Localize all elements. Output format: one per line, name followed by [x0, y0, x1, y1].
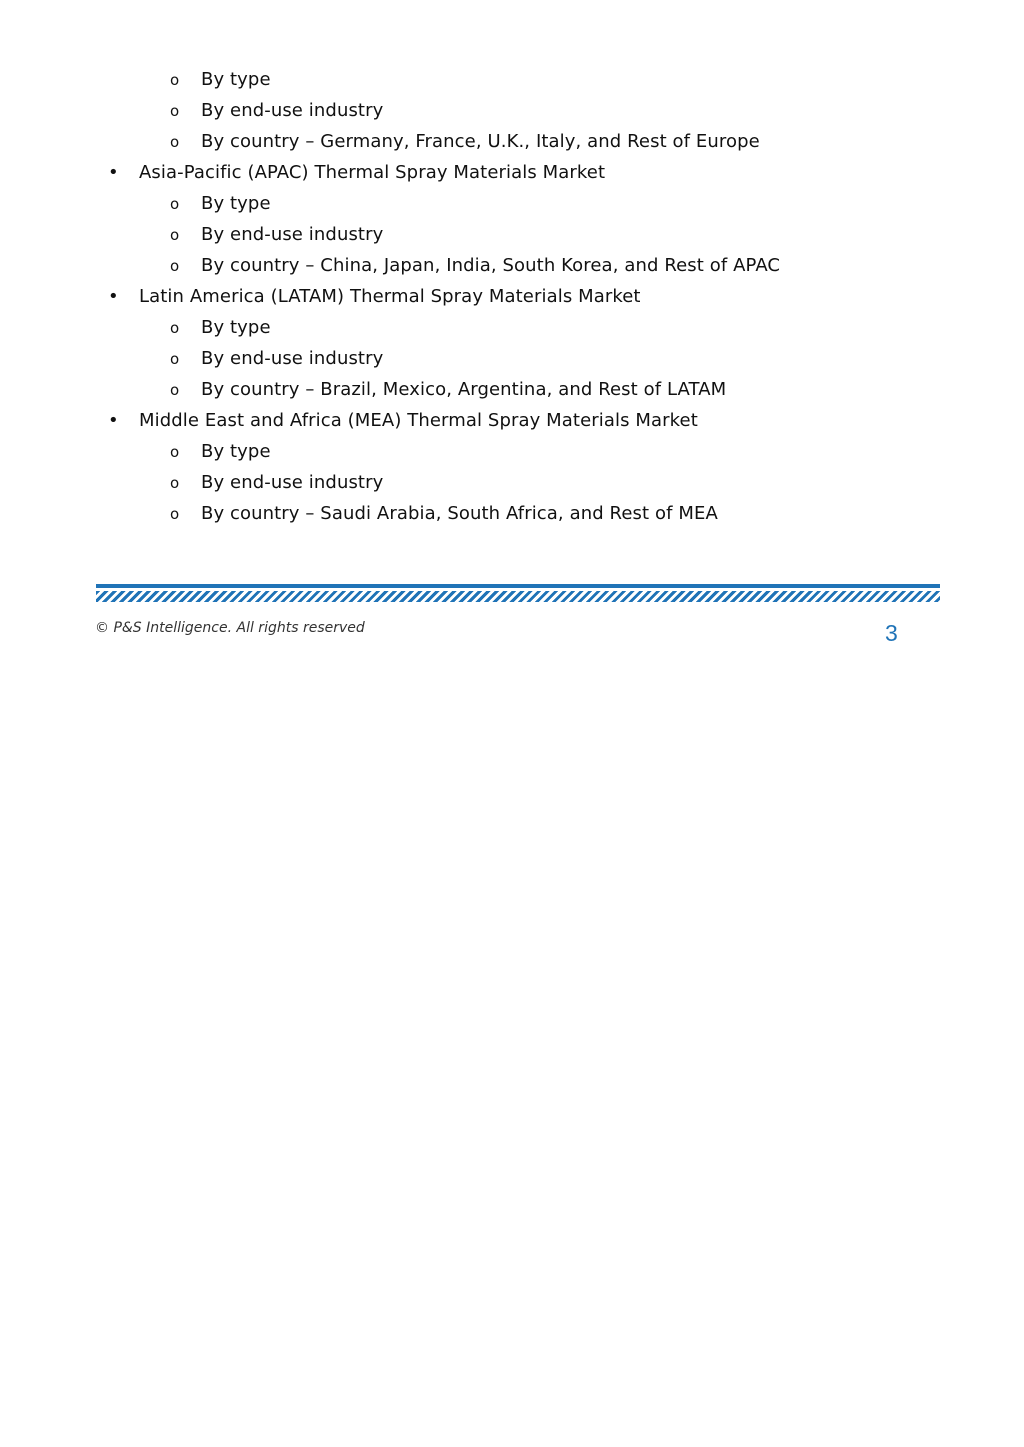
list-item-latam-by-country — [170, 374, 727, 405]
hollow-bullet-icon: o — [170, 381, 180, 399]
list-item-europe-by-country — [170, 126, 760, 157]
list-item-apac-by-country — [170, 250, 781, 281]
list-item-latam-market — [108, 281, 641, 312]
list-item-text: Latin America (LATAM) Thermal Spray Materials Market — [139, 286, 641, 307]
list-item-mea-by-end-use — [170, 467, 384, 498]
hollow-bullet-icon: o — [170, 71, 180, 89]
hollow-bullet-icon: o — [170, 350, 180, 368]
list-item-text: By type — [201, 441, 271, 462]
footer-divider — [96, 584, 940, 604]
hollow-bullet-icon: o — [170, 102, 180, 120]
list-item-europe-by-end-use — [170, 95, 384, 126]
hollow-bullet-icon: o — [170, 319, 180, 337]
footer-divider-solid — [96, 584, 940, 588]
list-item-text: By type — [201, 317, 271, 338]
list-item-text: By country – China, Japan, India, South Korea, and Rest of APAC — [201, 255, 781, 276]
list-item-text: By end-use industry — [201, 348, 384, 369]
hollow-bullet-icon: o — [170, 505, 180, 523]
list-item-mea-by-type — [170, 436, 271, 467]
hollow-bullet-icon: o — [170, 443, 180, 461]
hollow-bullet-icon: o — [170, 257, 180, 275]
hollow-bullet-icon: o — [170, 195, 180, 213]
list-item-apac-market — [108, 157, 606, 188]
list-item-text: By end-use industry — [201, 224, 384, 245]
list-item-mea-market — [108, 405, 698, 436]
page-number: 3 — [885, 620, 898, 646]
list-item-text: By end-use industry — [201, 472, 384, 493]
hollow-bullet-icon: o — [170, 474, 180, 492]
list-item-text: By country – Germany, France, U.K., Italy, and Rest of Europe — [201, 131, 760, 152]
bullet-icon: • — [108, 410, 119, 431]
list-item-text: By country – Brazil, Mexico, Argentina, and Rest of LATAM — [201, 379, 727, 400]
list-item-europe-by-type — [170, 64, 271, 95]
hollow-bullet-icon: o — [170, 133, 180, 151]
list-item-text: By type — [201, 69, 271, 90]
list-item-latam-by-type — [170, 312, 271, 343]
list-item-apac-by-type — [170, 188, 271, 219]
list-item-latam-by-end-use — [170, 343, 384, 374]
list-item-text: Asia-Pacific (APAC) Thermal Spray Materials Market — [139, 162, 606, 183]
list-item-text: Middle East and Africa (MEA) Thermal Spray Materials Market — [139, 410, 698, 431]
list-item-apac-by-end-use — [170, 219, 384, 250]
footer-copyright: © P&S Intelligence. All rights reserved — [95, 620, 365, 636]
list-item-mea-by-country — [170, 498, 718, 529]
hollow-bullet-icon: o — [170, 226, 180, 244]
list-item-text: By type — [201, 193, 271, 214]
footer-divider-hatch — [96, 591, 940, 602]
list-item-text: By end-use industry — [201, 100, 384, 121]
list-item-text: By country – Saudi Arabia, South Africa, and Rest of MEA — [201, 503, 718, 524]
bullet-icon: • — [108, 162, 119, 183]
bullet-icon: • — [108, 286, 119, 307]
